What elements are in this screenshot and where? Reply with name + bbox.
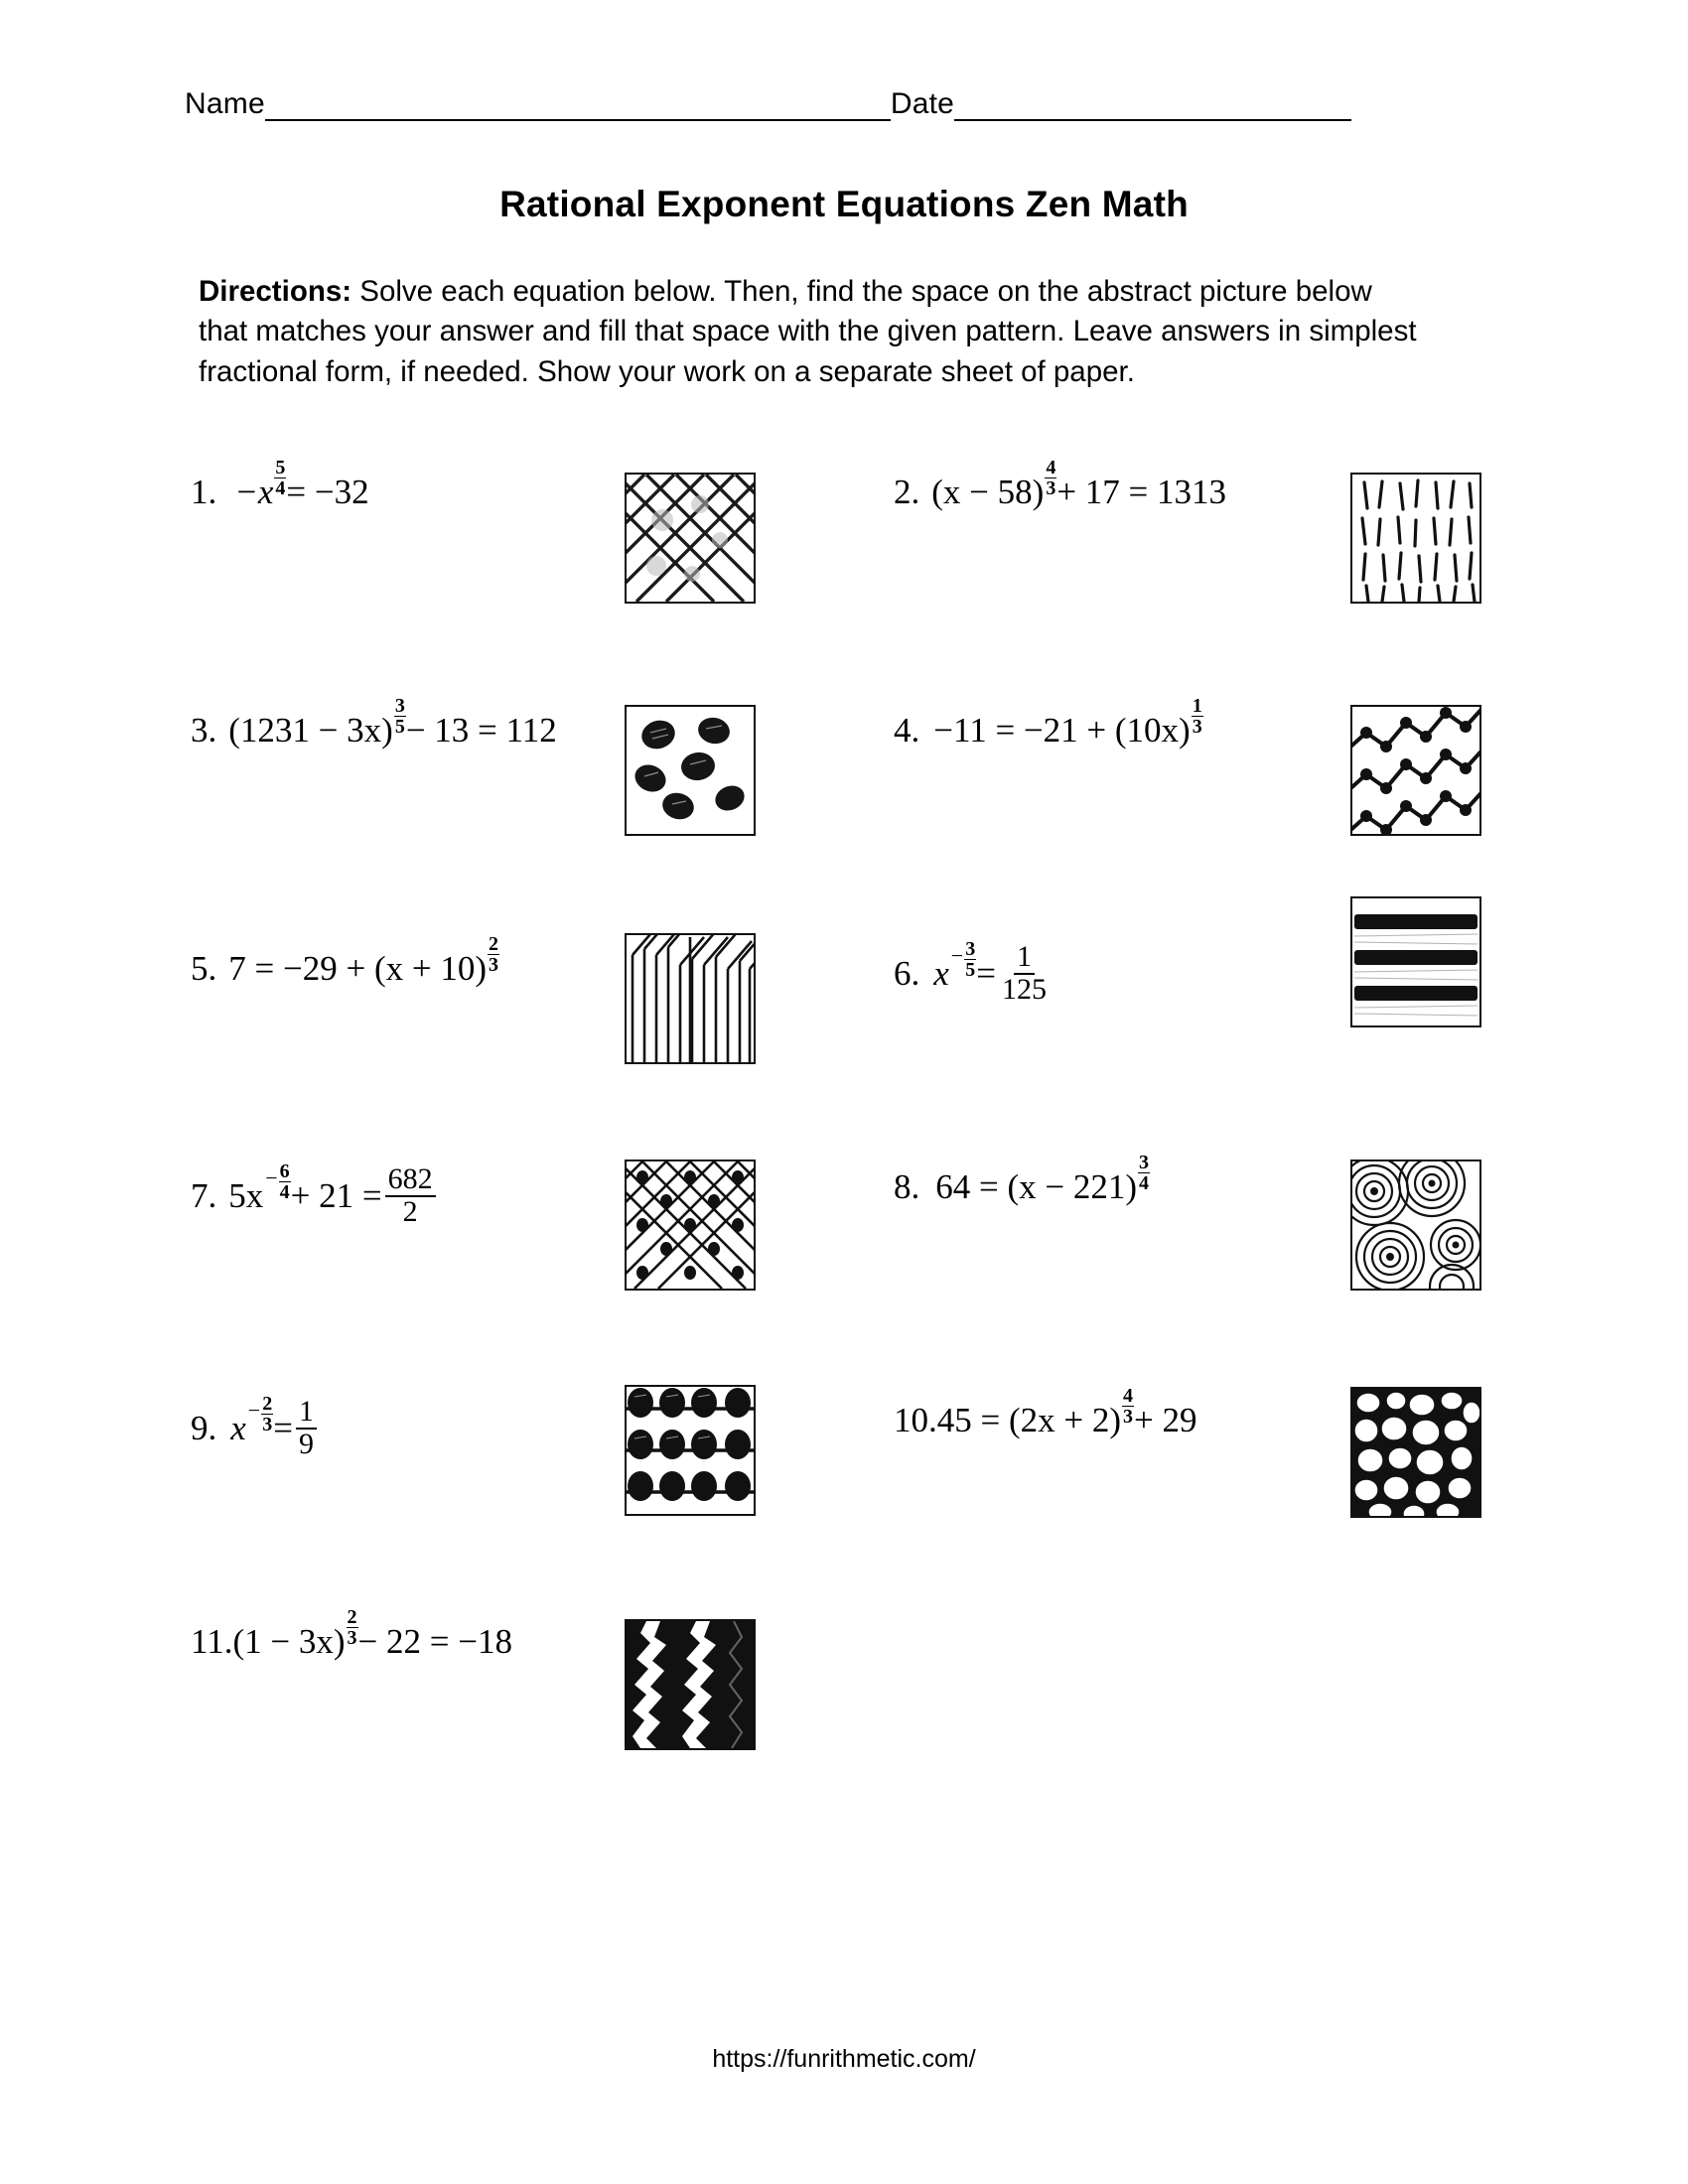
directions-label: Directions: [199,275,352,308]
problem-10-equation [936,1385,1197,1440]
problem-11-equation [232,1606,512,1662]
problem-6-tail: = [976,953,996,993]
problem-3-equation [216,695,557,751]
footer-url[interactable]: https://funrithmetic.com/ [712,2045,976,2073]
problem-5-lead: 7 = −29 + (x + 10) [228,948,488,988]
scattered-dark-pebbles-icon [627,707,754,834]
problem-3 [191,695,557,751]
problem-1-number: 1. [191,472,217,511]
pattern-tile-2[interactable] [1350,473,1481,604]
pattern-tile-3[interactable] [625,705,756,836]
problem-row-6 [0,1593,1688,1822]
problem-10-tail: + 29 [1134,1400,1197,1439]
problem-9 [191,1393,320,1460]
directions-text: Solve each equation below. Then, find the space on the abstract picture below that matches your answer and fill that space with the given pattern. Leave answers in simplest fractional form, if needed. Show your work on a separate sheet of paper. [199,275,1417,388]
problem-2-exponent: $\frac{4}{3}$ [1046,457,1056,499]
problem-11 [191,1606,512,1662]
crosshatch-diagonal-grid-icon [627,475,754,602]
problem-8 [894,1152,1150,1207]
problem-5-exponent: $\frac{2}{3}$ [489,933,499,976]
problem-4-equation [919,695,1202,751]
problem-1-lead: −x [234,472,274,511]
problem-4-exponent: $\frac{1}{3}$ [1192,695,1202,738]
problem-11-lead: (1 − 3x) [232,1621,346,1661]
date-write-line[interactable] [954,95,1351,121]
problem-8-exponent: $\frac{3}{4}$ [1139,1152,1150,1194]
problem-6-number: 6. [894,953,920,993]
problem-7-lead: 5x [228,1175,264,1215]
problem-7-number: 7. [191,1175,217,1215]
problem-6-equation [919,938,1053,1006]
problem-6 [894,938,1053,1006]
problem-row-3 [0,908,1688,1137]
beaded-diagonal-chains-icon [1352,707,1479,834]
problem-2-equation [919,457,1227,512]
pattern-tile-7[interactable] [625,1160,756,1291]
vertical-jagged-stripes-icon [627,1621,754,1748]
problem-10-lead: 45 = (2x + 2) [936,1400,1122,1439]
problem-8-lead: 64 = (x − 221) [935,1166,1138,1206]
problem-8-number: 8. [894,1166,920,1206]
problem-6-fraction: $\frac{1}{125}$ [1001,940,1047,1006]
pattern-tile-5[interactable] [625,933,756,1064]
name-write-line[interactable] [265,95,891,121]
problem-4-number: 4. [894,710,920,750]
problem-9-exponent: − $\frac{2}{3}$ [247,1393,273,1436]
problem-5-equation [216,933,499,989]
problem-9-number: 9. [191,1408,217,1447]
problem-7-exponent: − $\frac{6}{4}$ [265,1160,290,1204]
pattern-tile-4[interactable] [1350,705,1481,836]
problem-9-tail: = [273,1408,293,1447]
problem-11-tail: − 22 = −18 [357,1621,512,1661]
problem-2 [894,457,1227,512]
thick-horizontal-bands-icon [1352,898,1479,1025]
vertical-tick-marks-icon [1352,475,1479,602]
pattern-tile-6[interactable] [1350,896,1481,1027]
problem-1-equation [216,457,369,512]
problem-11-number: 11. [191,1621,233,1661]
problem-4 [894,695,1203,751]
problem-1 [191,457,369,512]
problem-5-number: 5. [191,948,217,988]
problem-6-exponent: − $\frac{3}{5}$ [950,938,976,982]
herringbone-chevron-icon [627,935,754,1062]
name-date-row [185,87,1476,121]
problem-3-lead: (1231 − 3x) [228,710,393,750]
pattern-tile-9[interactable] [625,1385,756,1516]
problem-7-fraction: $\frac{682}{2}$ [385,1164,436,1227]
problem-5 [191,933,499,989]
problem-2-number: 2. [894,472,920,511]
concentric-arcs-scales-icon [1352,1161,1479,1289]
pattern-tile-11[interactable] [625,1619,756,1750]
problem-7-tail: + 21 = [290,1175,382,1215]
problem-3-number: 3. [191,710,217,750]
problem-1-exponent: $\frac{5}{4}$ [275,457,286,499]
problem-3-tail: − 13 = 112 [405,710,557,750]
name-label: Name [185,87,265,120]
problem-2-lead: (x − 58) [931,472,1045,511]
page-title: Rational Exponent Equations Zen Math [499,184,1189,224]
problem-11-exponent: $\frac{2}{3}$ [347,1606,357,1649]
directions-paragraph [199,272,1420,392]
problem-10 [894,1385,1197,1440]
problem-3-exponent: $\frac{3}{5}$ [394,695,405,738]
problem-10-exponent: $\frac{4}{3}$ [1123,1385,1134,1428]
problem-row-5 [0,1365,1688,1593]
pattern-tile-8[interactable] [1350,1160,1481,1291]
problem-7 [191,1160,439,1228]
date-label: Date [890,87,954,120]
problem-row-1 [0,452,1688,680]
problem-2-tail: + 17 = 1313 [1056,472,1227,511]
problem-9-fraction: $\frac{1}{9}$ [296,1397,317,1459]
problem-10-number: 10. [894,1400,937,1439]
cobblestone-pebbles-icon [1352,1389,1479,1516]
problem-8-equation [919,1152,1150,1207]
problem-9-equation [216,1393,320,1460]
problem-9-lead: x [230,1408,246,1447]
problem-row-4 [0,1137,1688,1365]
lattice-with-dots-icon [627,1161,754,1289]
problem-row-2 [0,680,1688,908]
problem-list [0,452,1688,1822]
problem-4-lead: −11 = −21 + (10x) [933,710,1191,750]
dotted-rows-on-lines-icon [627,1387,754,1514]
pattern-tile-10[interactable] [1350,1387,1481,1518]
problem-7-equation [216,1160,438,1228]
pattern-tile-1[interactable] [625,473,756,604]
problem-1-tail: = −32 [286,472,369,511]
problem-6-lead: x [933,953,949,993]
